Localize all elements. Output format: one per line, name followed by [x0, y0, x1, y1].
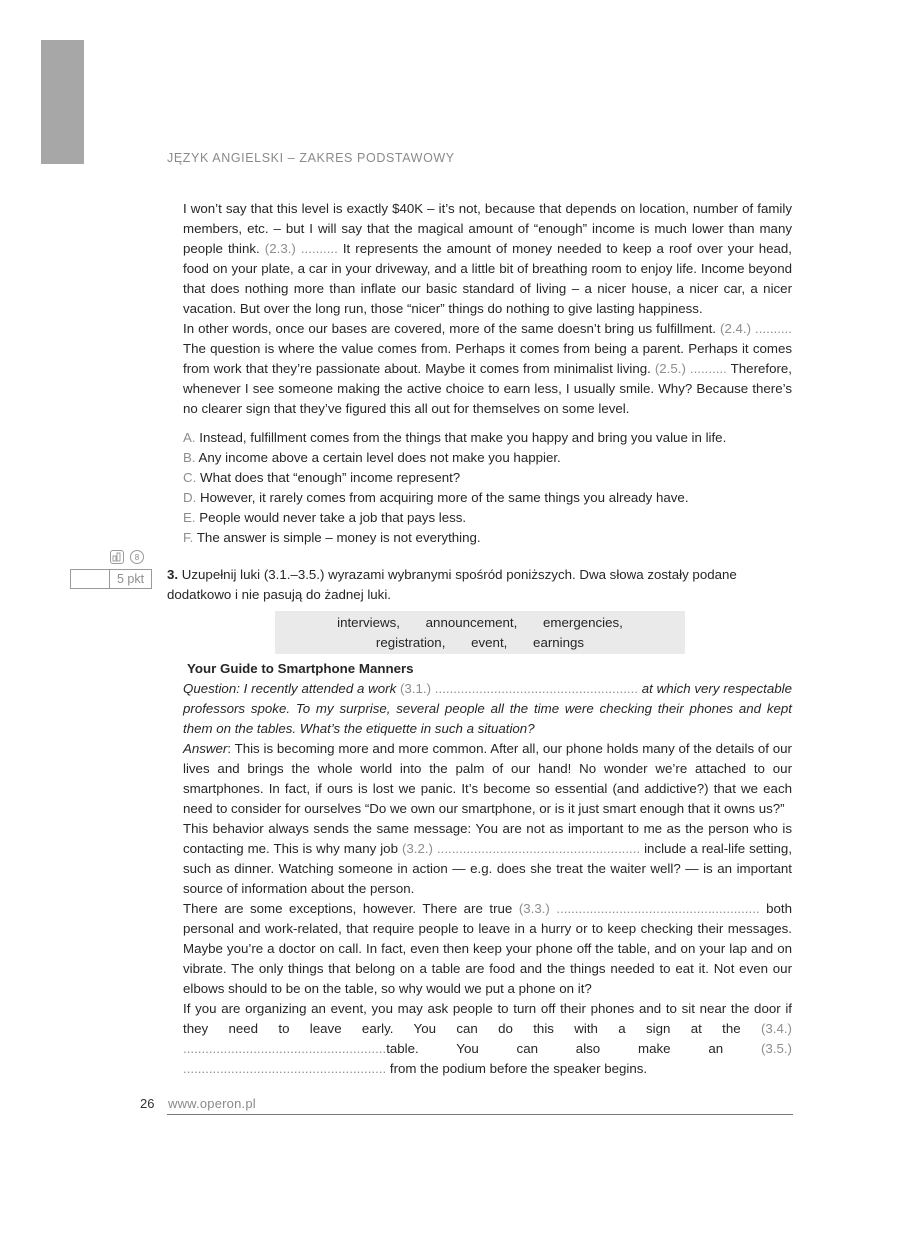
points-label: 5 pkt — [116, 572, 145, 586]
footer-divider — [167, 1114, 793, 1115]
word-item: registration, — [375, 635, 446, 650]
article-answer: Answer: This is becoming more and more common. After all, our phone holds many of the details of our lives and brings the whole world into the palm of our hand! No wonder we’re attached to our smartphones. In fact, if ours is lost we panic. It’s become so essential (and addictive?) that we each need to consider for ourselves “Do we own our smartphone, or is it just smart enough that it owns us?” — [183, 741, 792, 816]
article-title: Your Guide to Smartphone Manners — [187, 661, 414, 676]
task-type-icon — [110, 550, 124, 564]
grid-icon — [112, 552, 122, 562]
gap-3-3: (3.3.) ....................................................... — [518, 901, 760, 916]
gap-2-5: (2.5.) .......... — [654, 361, 727, 376]
reading-passage — [183, 199, 792, 419]
word-item: announcement, — [425, 615, 518, 630]
page-number: 26 — [140, 1096, 155, 1111]
task-level-icon: 8 — [130, 550, 144, 564]
option-e: E. People would never take a job that pays less. — [183, 510, 467, 525]
score-field[interactable] — [71, 570, 110, 588]
option-c: C. What does that “enough” income represent? — [183, 470, 461, 485]
word-row-1 — [275, 613, 685, 633]
article-body — [183, 679, 792, 1079]
word-item: emergencies, — [543, 615, 623, 630]
article-paragraph-5: If you are organizing an event, you may ask people to turn off their phones and to sit near the door if they need to leave early. You can do this with a sign at the (3.4.) .......................................................table. You can also make an (3.5.) ....................................................... from the podium before the speaker begins. — [183, 1001, 792, 1076]
option-b: B. Any income above a certain level does not make you happier. — [183, 450, 561, 465]
option-f: F. The answer is simple – money is not everything. — [183, 530, 481, 545]
word-row-2 — [275, 633, 685, 653]
gap-3-2: (3.2.) ....................................................... — [401, 841, 641, 856]
article-question: Question: I recently attended a work (3.1.) ....................................................... at which very respectable professors spoke. To my surprise, several people all the time were checking their phones and kept them on the tables. What’s the etiquette in such a situation? — [183, 681, 793, 736]
gap-3-1: (3.1.) ....................................................... — [400, 681, 638, 696]
task-instruction: 3. Uzupełnij luki (3.1.–3.5.) wyrazami wybranymi spośród poniższych. Dwa słowa zostały podane dodatkowo i nie pasują do żadnej luki. — [167, 567, 737, 602]
answer-options — [183, 428, 792, 548]
option-d: D. However, it rarely comes from acquiring more of the same things you already have. — [183, 490, 689, 505]
gap-2-3: (2.3.) .......... — [264, 241, 338, 256]
gap-2-4: (2.4.) .......... — [720, 321, 792, 336]
task-number: 3. — [167, 567, 179, 582]
gap-3-5: (3.5.) ....................................................... — [183, 1041, 792, 1076]
word-item: event, — [471, 635, 508, 650]
side-tab — [41, 40, 84, 164]
passage-paragraph-2: In other words, once our bases are covered, more of the same doesn’t bring us fulfillment. (2.4.) .......... The question is where the value comes from. Perhaps it comes from being a parent. Perhaps it comes from work that they’re passionate about. Maybe it comes from minimalist living. (2.5.) .......... Therefore, whenever I see someone making the active choice to earn less, I usually smile. Why? Because there’s no clearer sign that they’ve figured this all out for themselves on some level. — [183, 321, 792, 416]
option-a: A. Instead, fulfillment comes from the things that make you happy and bring you value in life. — [183, 430, 727, 445]
word-bank — [275, 611, 685, 654]
gap-3-4: (3.4.) ....................................................... — [183, 1021, 792, 1056]
passage-paragraph-1: I won’t say that this level is exactly $40K – it’s not, because that depends on location, number of family members, etc. – but I will say that the magical amount of “enough” income is much lower than many people think. (2.3.) .......... It represents the amount of money needed to keep a roof over your head, food on your plate, a car in your driveway, and a little bit of breathing room to enjoy life. Income beyond that does nothing more than inflate our basic standard of living – a nicer house, a nicer car, a nicer vacation. But over the long run, those “nicer” things do nothing to give lasting happiness. — [183, 201, 792, 316]
page-header: JĘZYK ANGIELSKI – ZAKRES PODSTAWOWY — [167, 151, 455, 165]
word-item: earnings — [533, 635, 585, 650]
footer-url: www.operon.pl — [168, 1096, 256, 1111]
points-box — [70, 569, 152, 589]
word-item: interviews, — [337, 615, 400, 630]
article-paragraph-4: There are some exceptions, however. There are true (3.3.) ....................................................... both personal and work-related, that require people to leave in a hurry or to keep checking their messages. Maybe you’re a doctor on call. In fact, even then keep your phone off the table, and on your lap and on vibrate. The only things that belong on a table are food and the things needed to eat it. Not even our elbows should to be on the table, so why would we put a phone on it? — [183, 901, 793, 996]
article-paragraph-3: This behavior always sends the same message: You are not as important to me as the person who is contacting me. This is why many job (3.2.) ....................................................... include a real-life setting, such as dinner. Watching someone in action — e.g. does she treat the waiter well? — is an important source of information about the person. — [183, 821, 793, 896]
task-icons — [110, 550, 144, 564]
